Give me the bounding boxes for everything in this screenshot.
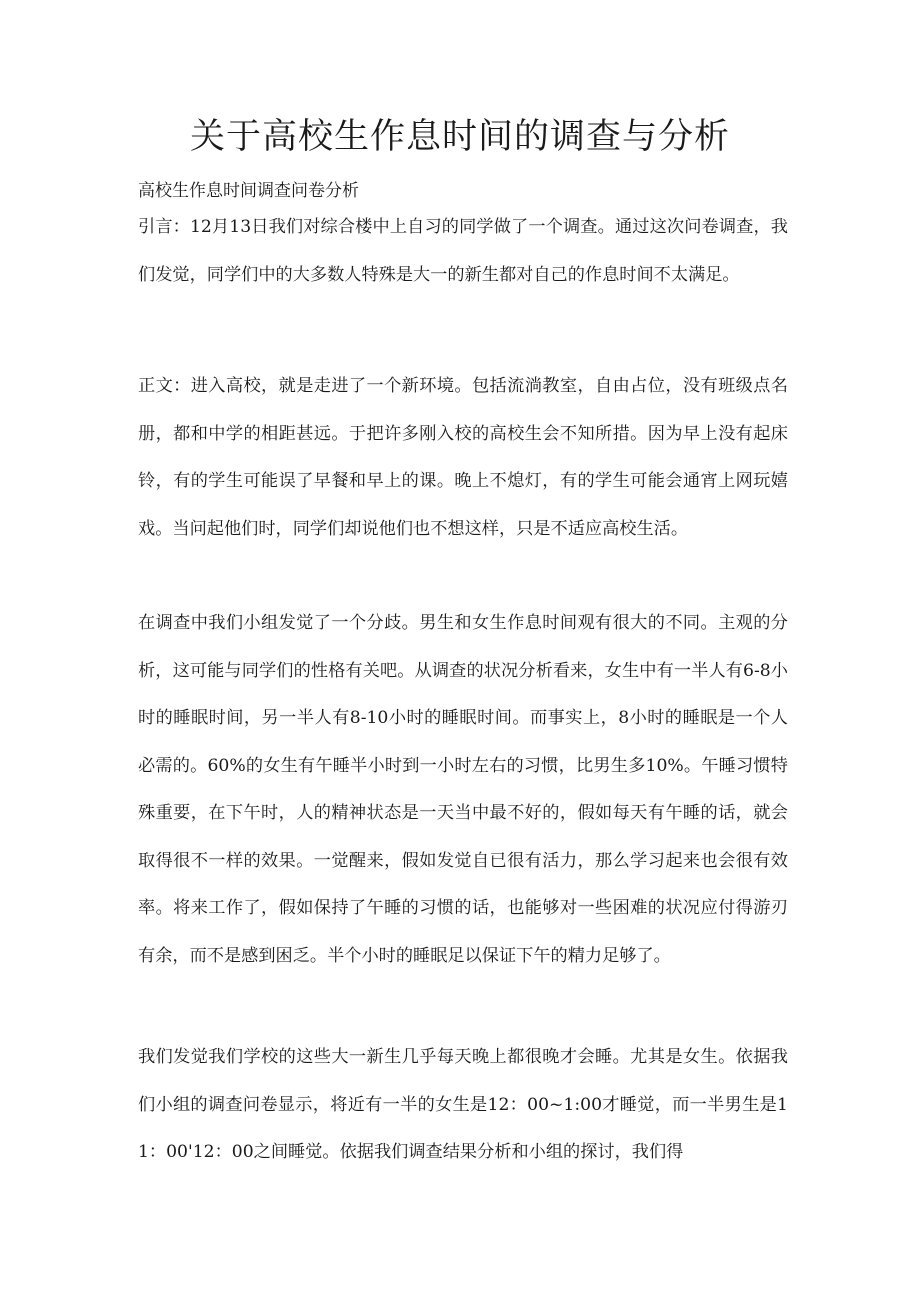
body-paragraph-3: 我们发觉我们学校的这些大一新生几乎每天晚上都很晚才会睡。尤其是女生。依据我们小组的调查问卷显示，将近有一半的女生是12：00~1:00才睡觉，而一半男生是11：00'12：00之间睡觉。依据我们调查结果分析和小组的探讨，我们得: [138, 1047, 788, 1162]
intro-paragraph: 引言：12月13日我们对综合楼中上自习的同学做了一个调查。通过这次问卷调查，我们发觉，同学们中的大多数人特殊是大一的新生都对自己的作息时间不太满足。: [138, 217, 788, 285]
body-paragraph-2: 在调查中我们小组发觉了一个分歧。男生和女生作息时间观有很大的不同。主观的分析，这可能与同学们的性格有关吧。从调查的状况分析看来，女生中有一半人有6-8小时的睡眠时间，另一半人有8-10小时的睡眠时间。而事实上，8小时的睡眠是一个人必需的。60%的女生有午睡半小时到一小时左右的习惯，比男生多10%。午睡习惯特殊重要，在下午时，人的精神状态是一天当中最不好的，假如每天有午睡的话，就会取得很不一样的效果。一觉醒来，假如发觉自已很有活力，那么学习起来也会很有效率。将来工作了，假如保持了午睡的习惯的话，也能够对一些困难的状况应付得游刃有余，而不是感到困乏。半个小时的睡眠足以保证下午的精力足够了。: [138, 613, 788, 966]
body-paragraph-1: 正文：进入高校，就是走进了一个新环境。包括流淌教室，自由占位，没有班级点名册，都和中学的相距甚远。于把许多刚入校的高校生会不知所措。因为早上没有起床铃，有的学生可能误了早餐和早上的课。晚上不熄灯，有的学生可能会通宵上网玩嬉戏。当问起他们时，同学们却说他们也不想这样，只是不适应高校生活。: [138, 376, 788, 539]
document-subtitle: 高校生作息时间调查问卷分析: [138, 181, 359, 201]
document-title: 关于高校生作息时间的调查与分析: [189, 117, 730, 157]
